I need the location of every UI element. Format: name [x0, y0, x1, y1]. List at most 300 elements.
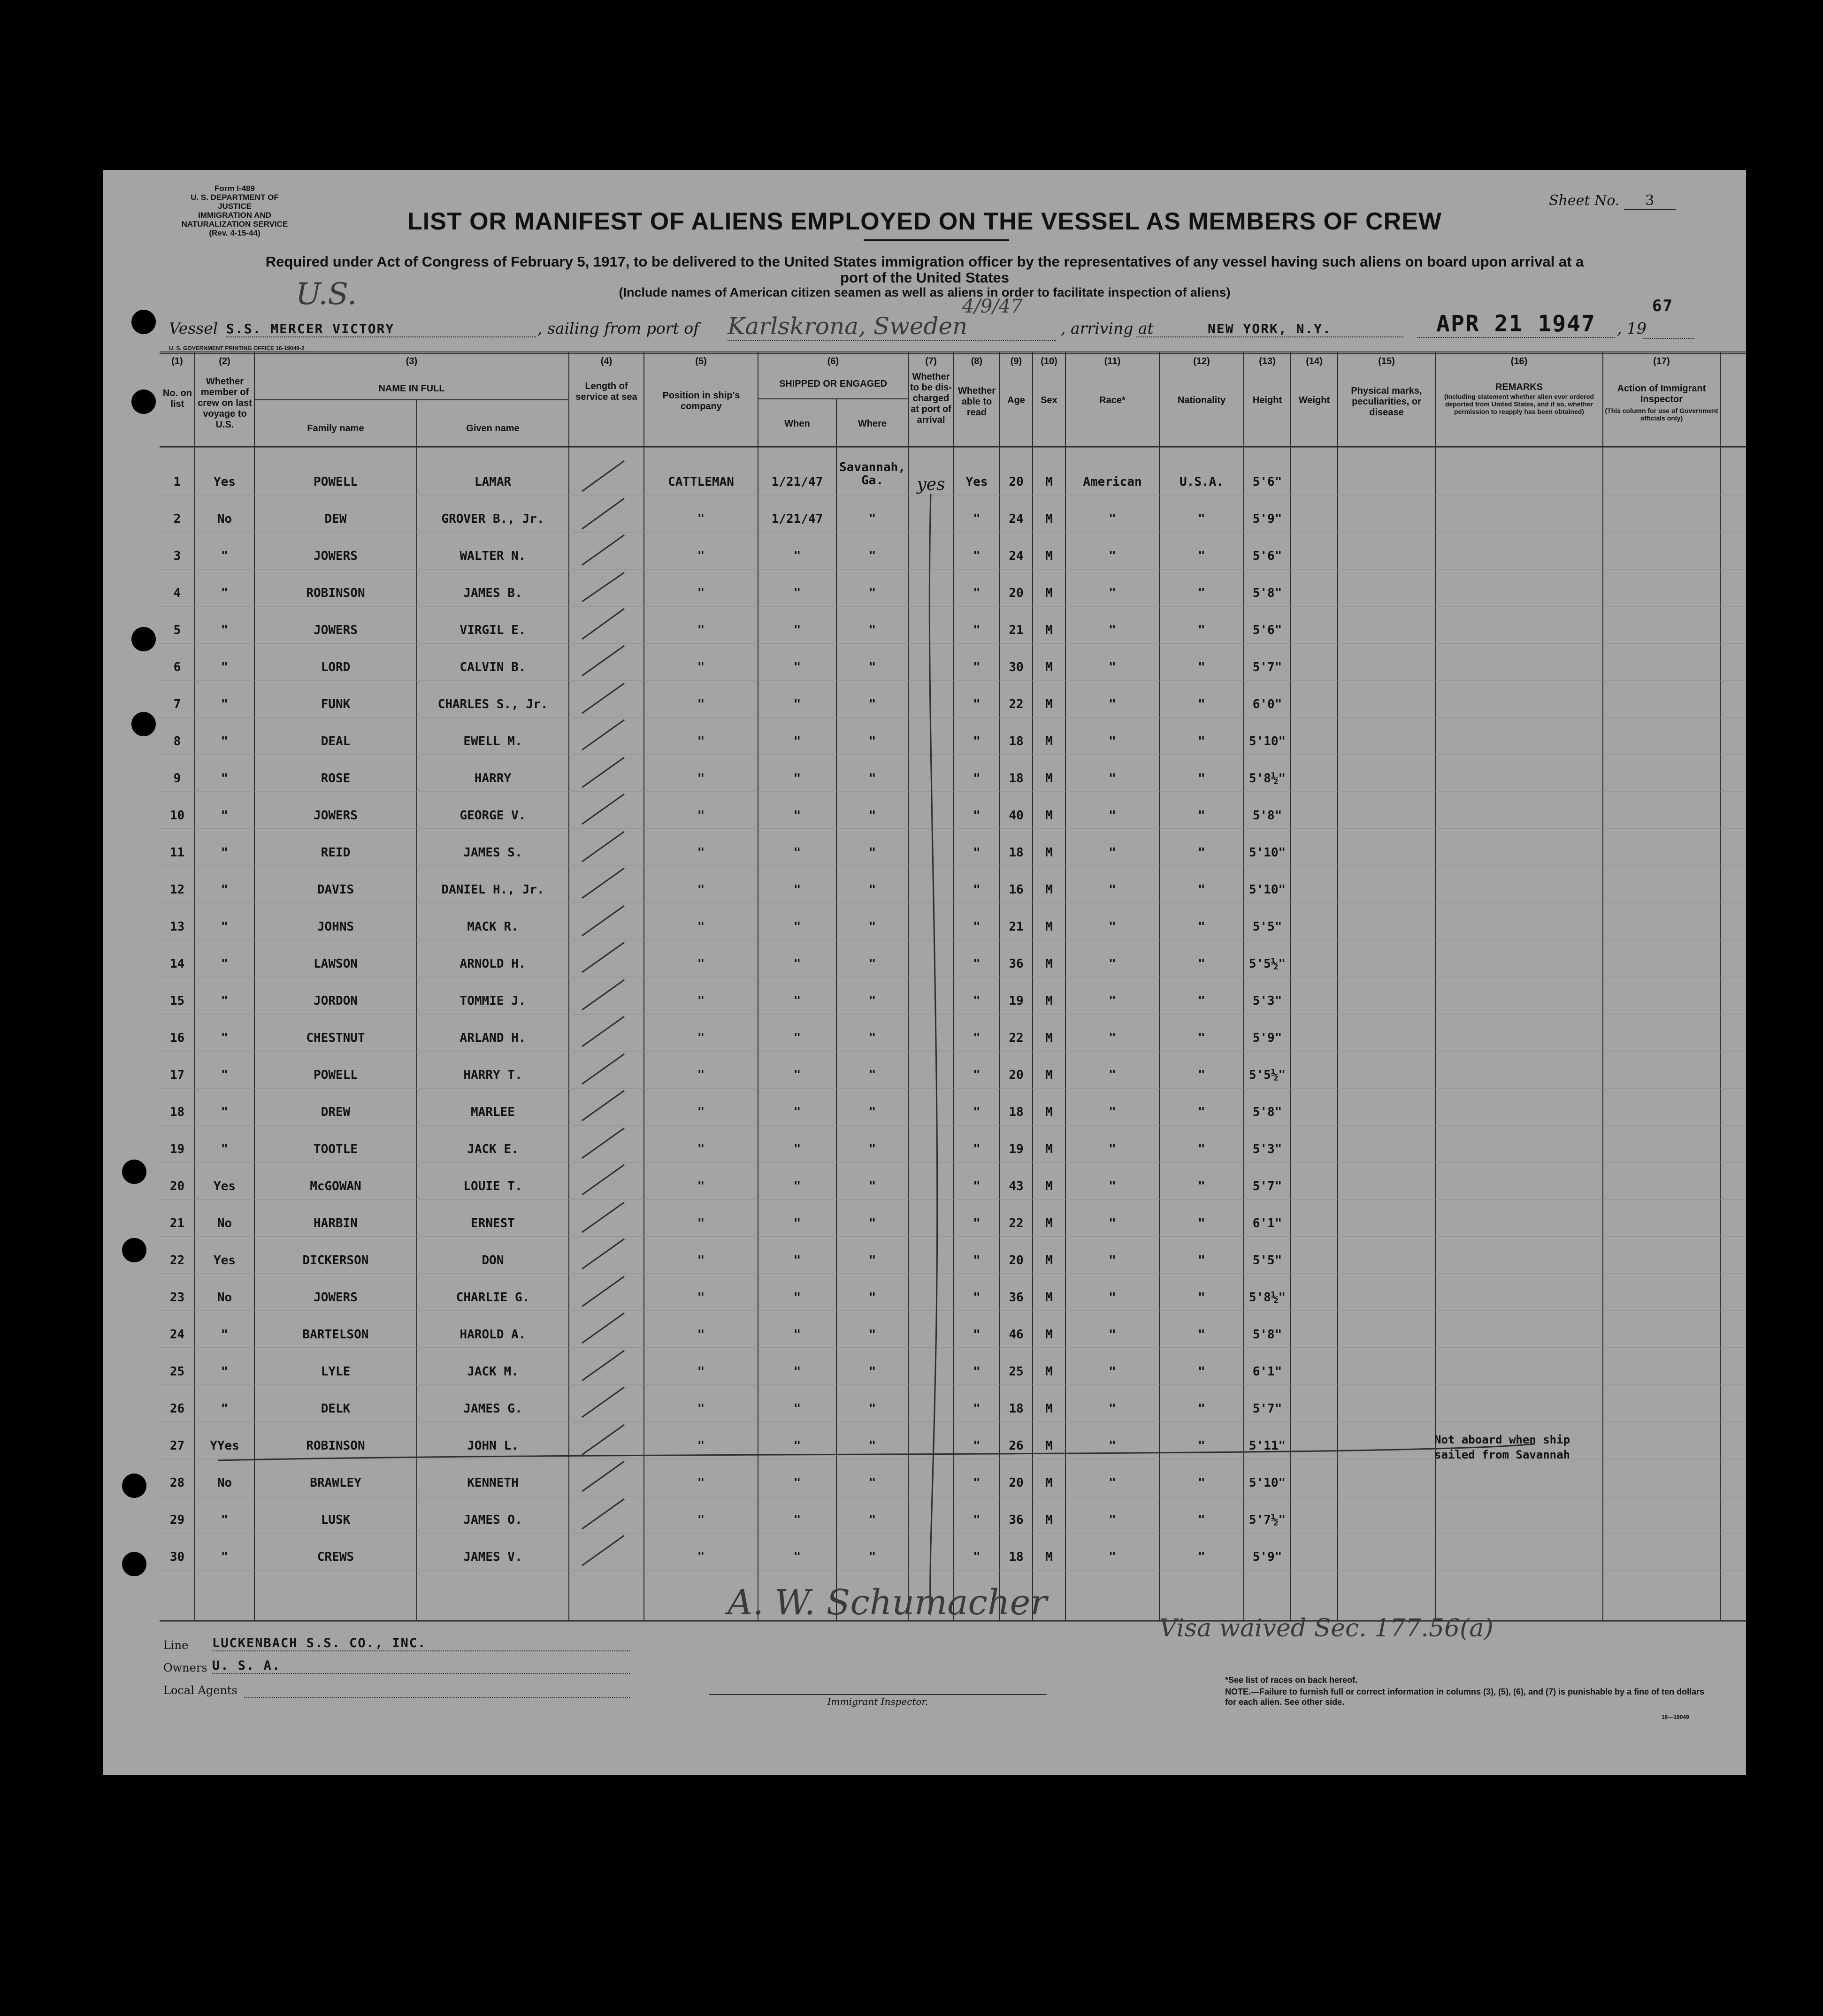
cell-nationality: ": [1198, 697, 1205, 711]
sailing-label: , sailing from port of: [537, 319, 699, 337]
cell-prev: No: [217, 1291, 232, 1305]
cell-family: LAWSON: [314, 957, 358, 971]
header-remarks: REMARKS: [1495, 382, 1543, 392]
cell-read: ": [973, 1253, 980, 1268]
sailing-date-handwritten: 4/9/47: [962, 296, 1023, 317]
cell-when: ": [793, 586, 801, 600]
cell-nationality: ": [1198, 1365, 1205, 1379]
subtitle-line-1: Required under Act of Congress of February 5, 1917, to be delivered to the United States immigration officer by the representatives of any vessel having such aliens on board upon arrival at a: [265, 253, 1584, 270]
cell-no: 4: [173, 586, 181, 600]
cell-age: 20: [1009, 1253, 1024, 1268]
col-num-3: (3): [406, 356, 418, 367]
header-last-voyage: Whether member of crew on last voyage to U.S.: [198, 376, 252, 430]
cell-where: ": [868, 660, 876, 674]
cell-family: DEW: [324, 512, 347, 526]
cell-race: ": [1109, 957, 1116, 971]
cell-race: ": [1109, 586, 1116, 600]
cell-where: ": [868, 846, 876, 860]
cell-given: TOMMIE J.: [460, 994, 526, 1008]
cell-height: 6'0": [1252, 697, 1282, 711]
cell-when: ": [793, 734, 801, 748]
cell-race: ": [1109, 1439, 1116, 1453]
cell-no: 14: [169, 957, 185, 971]
punch-hole: [131, 389, 156, 414]
header-physical-marks: Physical marks, peculiarities, or disease: [1351, 386, 1422, 418]
cell-prev: Yes: [214, 1253, 236, 1268]
cell-sex: M: [1045, 1513, 1053, 1527]
cell-prev: ": [221, 586, 229, 600]
cell-when: 1/21/47: [771, 512, 823, 526]
cell-where: ": [868, 1216, 876, 1230]
cell-read: ": [973, 1216, 980, 1230]
cell-prev: ": [221, 771, 229, 786]
cell-given: JOHN L.: [467, 1439, 519, 1453]
arriving-label: , arriving at: [1061, 319, 1154, 337]
cell-when: 1/21/47: [771, 475, 823, 489]
col-num-13: (13): [1259, 356, 1276, 367]
handwritten-us-note: U.S.: [296, 277, 357, 312]
cell-age: 20: [1009, 1068, 1024, 1082]
sailing-port: Karlskrona, Sweden: [728, 313, 1056, 341]
cell-read: ": [973, 734, 980, 748]
cell-nationality: ": [1198, 957, 1205, 971]
cell-family: DEAL: [321, 734, 351, 748]
cell-nationality: U.S.A.: [1180, 475, 1224, 489]
cell-no: 16: [169, 1031, 185, 1045]
arrival-date-stamp: APR 21 1947: [1417, 311, 1615, 338]
cell-nationality: ": [1198, 512, 1205, 526]
cell-given: CHARLES S., Jr.: [437, 697, 548, 711]
cell-read: ": [973, 1291, 980, 1305]
cell-where: ": [868, 734, 876, 748]
cell-discharged: yes: [917, 475, 945, 494]
cell-given: ARLAND H.: [460, 1031, 526, 1045]
cell-race: ": [1109, 697, 1116, 711]
cell-nationality: ": [1198, 1550, 1205, 1564]
cell-race: ": [1109, 549, 1116, 563]
header-given-name: Given name: [466, 423, 520, 434]
cell-nationality: ": [1198, 994, 1205, 1008]
cell-no: 17: [169, 1068, 185, 1082]
cell-age: 24: [1009, 512, 1024, 526]
cell-prev: Yes: [214, 475, 236, 489]
cell-family: CREWS: [317, 1550, 354, 1564]
cell-when: ": [793, 1513, 801, 1527]
cell-family: HARBIN: [314, 1216, 358, 1230]
cell-no: 3: [173, 549, 181, 563]
cell-read: ": [973, 586, 980, 600]
cell-when: ": [793, 1365, 801, 1379]
cell-family: JOWERS: [314, 1291, 358, 1305]
cell-height: 6'1": [1252, 1216, 1282, 1230]
cell-height: 6'1": [1252, 1365, 1282, 1379]
cell-family: ROSE: [321, 771, 351, 786]
cell-nationality: ": [1198, 1402, 1205, 1416]
cell-prev: No: [217, 1476, 232, 1490]
cell-when: ": [793, 920, 801, 934]
header-shipped-where: Where: [858, 419, 887, 429]
cell-position: ": [697, 734, 705, 748]
cell-where: ": [868, 1328, 876, 1342]
cell-given: JAMES G.: [463, 1402, 522, 1416]
cell-family: POWELL: [314, 1068, 358, 1082]
cell-given: ARNOLD H.: [460, 957, 526, 971]
cell-when: ": [793, 623, 801, 637]
cell-prev: ": [221, 920, 229, 934]
cell-sex: M: [1045, 623, 1053, 637]
cell-position: ": [697, 1142, 705, 1156]
cell-height: 5'8½": [1249, 1291, 1286, 1305]
cell-position: ": [697, 957, 705, 971]
punch-hole: [122, 1238, 146, 1262]
cell-height: 5'10": [1249, 1476, 1286, 1490]
cell-sex: M: [1045, 1476, 1053, 1490]
cell-given: DON: [482, 1253, 504, 1268]
cell-read: ": [973, 846, 980, 860]
cell-sex: M: [1045, 586, 1053, 600]
cell-height: 5'5": [1252, 920, 1282, 934]
cell-nationality: ": [1198, 1105, 1205, 1119]
cell-height: 5'8": [1252, 809, 1282, 823]
cell-where: ": [868, 697, 876, 711]
cell-age: 18: [1009, 1402, 1024, 1416]
vessel-name: S.S. MERCER VICTORY: [226, 321, 536, 337]
cell-given: CHARLIE G.: [456, 1291, 530, 1305]
header-able-to-read: Whether able to read: [958, 386, 996, 418]
cell-no: 29: [169, 1513, 185, 1527]
cell-given: DANIEL H., Jr.: [441, 883, 544, 897]
cell-family: POWELL: [314, 475, 358, 489]
cell-no: 18: [169, 1105, 185, 1119]
cell-given: KENNETH: [467, 1476, 519, 1490]
cell-nationality: ": [1198, 1031, 1205, 1045]
cell-no: 1: [173, 475, 181, 489]
punch-hole: [131, 627, 156, 651]
cell-where: ": [868, 512, 876, 526]
cell-position: ": [697, 697, 705, 711]
sheet-number: 3: [1624, 192, 1676, 210]
cell-age: 36: [1009, 1291, 1024, 1305]
header-position: Position in ship's company: [662, 390, 740, 412]
cell-where: Savannah, Ga.: [839, 460, 905, 488]
cell-age: 36: [1009, 957, 1024, 971]
cell-read: ": [973, 1179, 980, 1193]
col-num-11: (11): [1104, 356, 1121, 367]
punch-hole: [122, 1552, 146, 1576]
cell-where: ": [868, 1068, 876, 1082]
cell-height: 5'10": [1249, 734, 1286, 748]
cell-when: ": [793, 1216, 801, 1230]
cell-sex: M: [1045, 1365, 1053, 1379]
cell-family: TOOTLE: [314, 1142, 358, 1156]
cell-nationality: ": [1198, 1291, 1205, 1305]
col-num-9: (9): [1010, 356, 1022, 367]
cell-read: ": [973, 697, 980, 711]
cell-age: 22: [1009, 1216, 1024, 1230]
header-inspector-action: Action of Immigrant Inspector: [1617, 383, 1706, 405]
cell-given: MACK R.: [467, 920, 519, 934]
cell-height: 5'10": [1249, 846, 1286, 860]
cell-where: ": [868, 1476, 876, 1490]
cell-no: 27: [169, 1439, 185, 1453]
cell-family: CHESTNUT: [306, 1031, 365, 1045]
cell-sex: M: [1045, 512, 1053, 526]
cell-nationality: ": [1198, 1476, 1205, 1490]
cell-given: GEORGE V.: [460, 809, 526, 823]
cell-read: ": [973, 1476, 980, 1490]
cell-prev: ": [221, 1365, 229, 1379]
line-label: Line: [163, 1639, 189, 1652]
cell-sex: M: [1045, 809, 1053, 823]
cell-prev: ": [221, 1031, 229, 1045]
cell-given: JAMES V.: [463, 1550, 522, 1564]
cell-where: ": [868, 549, 876, 563]
cell-position: ": [697, 1291, 705, 1305]
col-num-17: (17): [1653, 356, 1670, 367]
line-value: LUCKENBACH S.S. CO., INC.: [212, 1636, 630, 1651]
cell-prev: ": [221, 957, 229, 971]
cell-height: 5'8": [1252, 1328, 1282, 1342]
cell-where: ": [868, 586, 876, 600]
cell-nationality: ": [1198, 920, 1205, 934]
crew-table-body: [103, 170, 1746, 1775]
year-suffix: , 19: [1617, 319, 1647, 337]
cell-no: 26: [169, 1402, 185, 1416]
cell-given: HARRY: [474, 771, 512, 786]
cell-nationality: ": [1198, 623, 1205, 637]
cell-height: 5'9": [1252, 512, 1282, 526]
cell-family: FUNK: [321, 697, 351, 711]
header-sex: Sex: [1041, 395, 1057, 405]
cell-when: ": [793, 957, 801, 971]
cell-read: ": [973, 809, 980, 823]
col-num-10: (10): [1041, 356, 1057, 367]
cell-nationality: ": [1198, 586, 1205, 600]
cell-read: ": [973, 957, 980, 971]
cell-age: 18: [1009, 771, 1024, 786]
cell-given: GROVER B., Jr.: [441, 512, 544, 526]
cell-nationality: ": [1198, 771, 1205, 786]
cell-race: ": [1109, 1513, 1116, 1527]
cell-when: ": [793, 1179, 801, 1193]
cell-when: ": [793, 883, 801, 897]
cell-no: 6: [173, 660, 181, 674]
cell-read: ": [973, 1550, 980, 1564]
cell-read: ": [973, 994, 980, 1008]
cell-prev: ": [221, 549, 229, 563]
cell-read: ": [973, 1328, 980, 1342]
cell-position: ": [697, 1402, 705, 1416]
form-revision: (Rev. 4-15-44): [209, 229, 260, 237]
cell-age: 40: [1009, 809, 1024, 823]
cell-sex: M: [1045, 1328, 1053, 1342]
cell-sex: M: [1045, 660, 1053, 674]
cell-given: EWELL M.: [463, 734, 522, 748]
cell-given: ERNEST: [471, 1216, 515, 1230]
cell-position: ": [697, 1216, 705, 1230]
row-27-remarks: Not aboard when ship sailed from Savannah: [1434, 1433, 1570, 1461]
cell-nationality: ": [1198, 1439, 1205, 1453]
cell-race: ": [1109, 846, 1116, 860]
cell-given: HARRY T.: [463, 1068, 522, 1082]
cell-position: ": [697, 809, 705, 823]
cell-nationality: ": [1198, 1142, 1205, 1156]
cell-age: 20: [1009, 475, 1024, 489]
cell-race: ": [1109, 771, 1116, 786]
cell-where: ": [868, 1253, 876, 1268]
cell-read: ": [973, 1031, 980, 1045]
page-title: LIST OR MANIFEST OF ALIENS EMPLOYED ON THE VESSEL AS MEMBERS OF CREW: [407, 208, 1442, 235]
cell-position: ": [697, 920, 705, 934]
sheet-label: Sheet No.: [1549, 192, 1620, 209]
cell-sex: M: [1045, 1216, 1053, 1230]
header-length-of-service: Length of service at sea: [575, 381, 637, 402]
cell-position: ": [697, 883, 705, 897]
cell-family: LORD: [321, 660, 351, 674]
cell-age: 36: [1009, 1513, 1024, 1527]
cell-age: 26: [1009, 1439, 1024, 1453]
cell-where: ": [868, 809, 876, 823]
printing-office: U. S. GOVERNMENT PRINTING OFFICE 16-19049-2: [169, 345, 305, 351]
cell-height: 5'8": [1252, 586, 1282, 600]
cell-where: ": [868, 1550, 876, 1564]
cell-height: 5'6": [1252, 623, 1282, 637]
cell-given: WALTER N.: [460, 549, 526, 563]
cell-no: 9: [173, 771, 181, 786]
cell-prev: ": [221, 994, 229, 1008]
cell-sex: M: [1045, 1253, 1053, 1268]
cell-where: ": [868, 1105, 876, 1119]
col-num-15: (15): [1378, 356, 1395, 367]
cell-position: ": [697, 1328, 705, 1342]
header-nationality: Nationality: [1177, 395, 1226, 405]
cell-given: JAMES O.: [463, 1513, 522, 1527]
cell-read: ": [973, 1068, 980, 1082]
cell-position: ": [697, 1031, 705, 1045]
cell-race: ": [1109, 1068, 1116, 1082]
cell-age: 19: [1009, 1142, 1024, 1156]
cell-height: 5'3": [1252, 1142, 1282, 1156]
cell-height: 5'7": [1252, 1179, 1282, 1193]
cell-read: ": [973, 883, 980, 897]
cell-read: ": [973, 549, 980, 563]
cell-when: ": [793, 1402, 801, 1416]
cell-family: REID: [321, 846, 351, 860]
cell-sex: M: [1045, 957, 1053, 971]
cell-race: ": [1109, 1031, 1116, 1045]
cell-sex: M: [1045, 549, 1053, 563]
cell-race: ": [1109, 883, 1116, 897]
cell-given: JACK E.: [467, 1142, 519, 1156]
cell-position: ": [697, 512, 705, 526]
cell-read: ": [973, 1513, 980, 1527]
cell-family: JOWERS: [314, 809, 358, 823]
cell-height: 5'7": [1252, 660, 1282, 674]
punch-hole: [122, 1160, 146, 1184]
header-inspector-detail: (This column for use of Government officials only): [1605, 407, 1718, 422]
cell-when: ": [793, 660, 801, 674]
cell-position: ": [697, 771, 705, 786]
punch-hole: [131, 310, 156, 334]
cell-prev: ": [221, 1105, 229, 1119]
col-num-7: (7): [925, 356, 937, 367]
cell-when: ": [793, 1068, 801, 1082]
cell-where: ": [868, 1402, 876, 1416]
cell-no: 28: [169, 1476, 185, 1490]
cell-age: 18: [1009, 734, 1024, 748]
corner-mark: 67: [1652, 297, 1673, 315]
cell-position: ": [697, 623, 705, 637]
cell-read: Yes: [965, 475, 988, 489]
cell-race: ": [1109, 512, 1116, 526]
col-num-6: (6): [827, 356, 839, 367]
cell-race: ": [1109, 1105, 1116, 1119]
cell-nationality: ": [1198, 883, 1205, 897]
col-num-1: (1): [171, 356, 183, 367]
cell-no: 7: [173, 697, 181, 711]
cell-race: ": [1109, 1216, 1116, 1230]
cell-height: 5'9": [1252, 1031, 1282, 1045]
cell-race: ": [1109, 734, 1116, 748]
cell-sex: M: [1045, 1439, 1053, 1453]
cell-height: 5'5½": [1249, 1068, 1286, 1082]
cell-when: ": [793, 771, 801, 786]
cell-race: ": [1109, 920, 1116, 934]
header-race: Race*: [1099, 395, 1126, 405]
cell-when: ": [793, 1142, 801, 1156]
cell-sex: M: [1045, 1031, 1053, 1045]
cell-nationality: ": [1198, 846, 1205, 860]
cell-no: 5: [173, 623, 181, 637]
cell-no: 12: [169, 883, 185, 897]
cell-family: ROBINSON: [306, 1439, 365, 1453]
service-name: IMMIGRATION AND NATURALIZATION SERVICE: [181, 211, 288, 229]
cell-where: ": [868, 1031, 876, 1045]
header-shipped-engaged: SHIPPED OR ENGAGED: [779, 379, 888, 389]
header-name-in-full: NAME IN FULL: [378, 383, 445, 394]
cell-when: ": [793, 1328, 801, 1342]
cell-read: ": [973, 623, 980, 637]
cell-position: ": [697, 1253, 705, 1268]
header-height: Height: [1252, 395, 1282, 405]
cell-age: 43: [1009, 1179, 1024, 1193]
cell-given: JACK M.: [467, 1365, 519, 1379]
cell-family: LUSK: [321, 1513, 351, 1527]
owners-value: U. S. A.: [212, 1658, 630, 1674]
cell-prev: ": [221, 809, 229, 823]
cell-position: ": [697, 1365, 705, 1379]
cell-when: ": [793, 1291, 801, 1305]
cell-given: VIRGIL E.: [460, 623, 526, 637]
cell-read: ": [973, 771, 980, 786]
cell-nationality: ": [1198, 809, 1205, 823]
cell-given: LOUIE T.: [463, 1179, 522, 1193]
inspector-signature-rule: [709, 1694, 1047, 1695]
cell-sex: M: [1045, 771, 1053, 786]
cell-position: ": [697, 1179, 705, 1193]
cell-when: ": [793, 1439, 801, 1453]
cell-nationality: ": [1198, 1216, 1205, 1230]
cell-family: BRAWLEY: [310, 1476, 361, 1490]
cell-position: CATTLEMAN: [668, 475, 734, 489]
cell-read: ": [973, 1105, 980, 1119]
manifest-sheet: [103, 170, 1746, 1775]
cell-no: 21: [169, 1216, 185, 1230]
cell-age: 18: [1009, 1105, 1024, 1119]
cell-family: ROBINSON: [306, 586, 365, 600]
cell-sex: M: [1045, 475, 1053, 489]
cell-height: 5'8½": [1249, 771, 1286, 786]
